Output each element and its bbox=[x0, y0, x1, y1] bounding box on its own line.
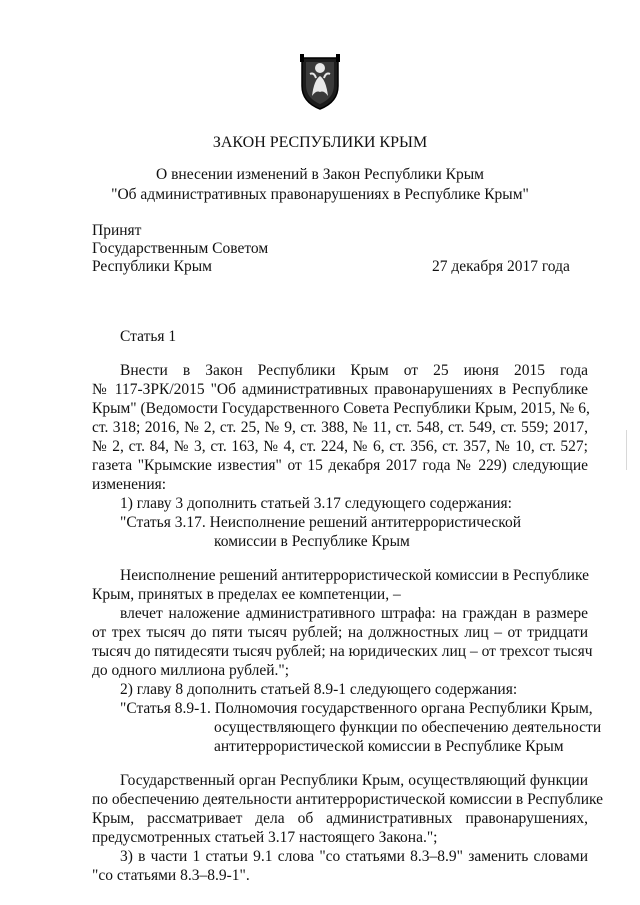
law-subtitle-line-2: "Об административных правонарушениях в Республике Крым" bbox=[111, 186, 529, 203]
article-317-title-line-1: "Статья 3.17. Неисполнение решений антитеррористической bbox=[120, 514, 522, 531]
adopted-by-republic: Республики Крым bbox=[92, 258, 212, 275]
para1-line: Внести в Закон Республики Крым от 25 июня 2015 года bbox=[120, 362, 588, 379]
para1-line: изменения: bbox=[92, 476, 167, 493]
item-3-line: "со статьями 8.3–8.9-1". bbox=[92, 867, 250, 884]
article-891-text-line: Крым, рассматривает дела об административных правонарушениях, bbox=[92, 810, 588, 827]
item-3-line: 3) в части 1 статьи 9.1 слова "со статьями 8.3–8.9" заменить словами bbox=[120, 848, 588, 865]
scan-edge-mark bbox=[626, 430, 627, 470]
penalty-line: от трех тысяч до пяти тысяч рублей; на должностных лиц – от тридцати bbox=[92, 624, 588, 641]
para1-line: № 117-ЗРК/2015 "Об административных правонарушениях в Республике bbox=[92, 381, 588, 398]
article-891-title-line-2: осуществляющего функции по обеспечению деятельности bbox=[214, 719, 602, 736]
item-2: 2) главу 8 дополнить статьей 8.9-1 следующего содержания: bbox=[120, 681, 518, 698]
para1-line: газета "Крымские известия" от 15 декабря 2017 года № 229) следующие bbox=[92, 457, 588, 474]
article-317-title-line-2: комиссии в Республике Крым bbox=[214, 533, 410, 550]
law-title: ЗАКОН РЕСПУБЛИКИ КРЫМ bbox=[212, 134, 428, 151]
article-891-title-line-3: антитеррористической комиссии в Республике Крым bbox=[214, 738, 564, 755]
penalty-line: влечет наложение административного штрафа: на граждан в размере bbox=[120, 605, 588, 622]
adoption-date: 27 декабря 2017 года bbox=[432, 258, 570, 275]
adopted-label: Принят bbox=[92, 222, 142, 239]
article-891-text-line: Государственный орган Республики Крым, осуществляющий функции bbox=[120, 772, 588, 789]
penalty-line: до одного миллиона рублей."; bbox=[92, 662, 290, 679]
law-subtitle-line-1: О внесении изменений в Закон Республики Крым bbox=[156, 166, 484, 183]
article-891-text-line: предусмотренных статьей 3.17 настоящего Закона."; bbox=[92, 829, 438, 846]
adopted-by-council: Государственным Советом bbox=[92, 240, 269, 257]
crimea-coat-of-arms-icon bbox=[298, 52, 342, 112]
article-891-title-line-1: "Статья 8.9-1. Полномочия государственного органа Республики Крым, bbox=[120, 700, 593, 717]
article-317-text-line: Неисполнение решений антитеррористической комиссии в Республике bbox=[120, 567, 589, 584]
penalty-line: тысяч до пятидесяти тысяч рублей; на юридических лиц – от трехсот тысяч bbox=[92, 643, 593, 660]
article-317-text-line: Крым, принятых в пределах ее компетенции, – bbox=[92, 586, 401, 603]
para1-line: Крым" (Ведомости Государственного Совета Республики Крым, 2015, № 6, bbox=[92, 400, 590, 417]
article-891-text-line: по обеспечению деятельности антитеррористической комиссии в Республике bbox=[92, 791, 604, 808]
para1-line: ст. 318; 2016, № 2, ст. 25, № 9, ст. 388, № 11, ст. 548, ст. 549, ст. 559; 2017, bbox=[92, 419, 588, 436]
item-1: 1) главу 3 дополнить статьей 3.17 следующего содержания: bbox=[120, 495, 512, 512]
article-heading: Статья 1 bbox=[120, 328, 177, 345]
para1-line: № 2, ст. 84, № 3, ст. 163, № 4, ст. 224, № 6, ст. 356, ст. 357, № 10, ст. 527; bbox=[92, 438, 588, 455]
